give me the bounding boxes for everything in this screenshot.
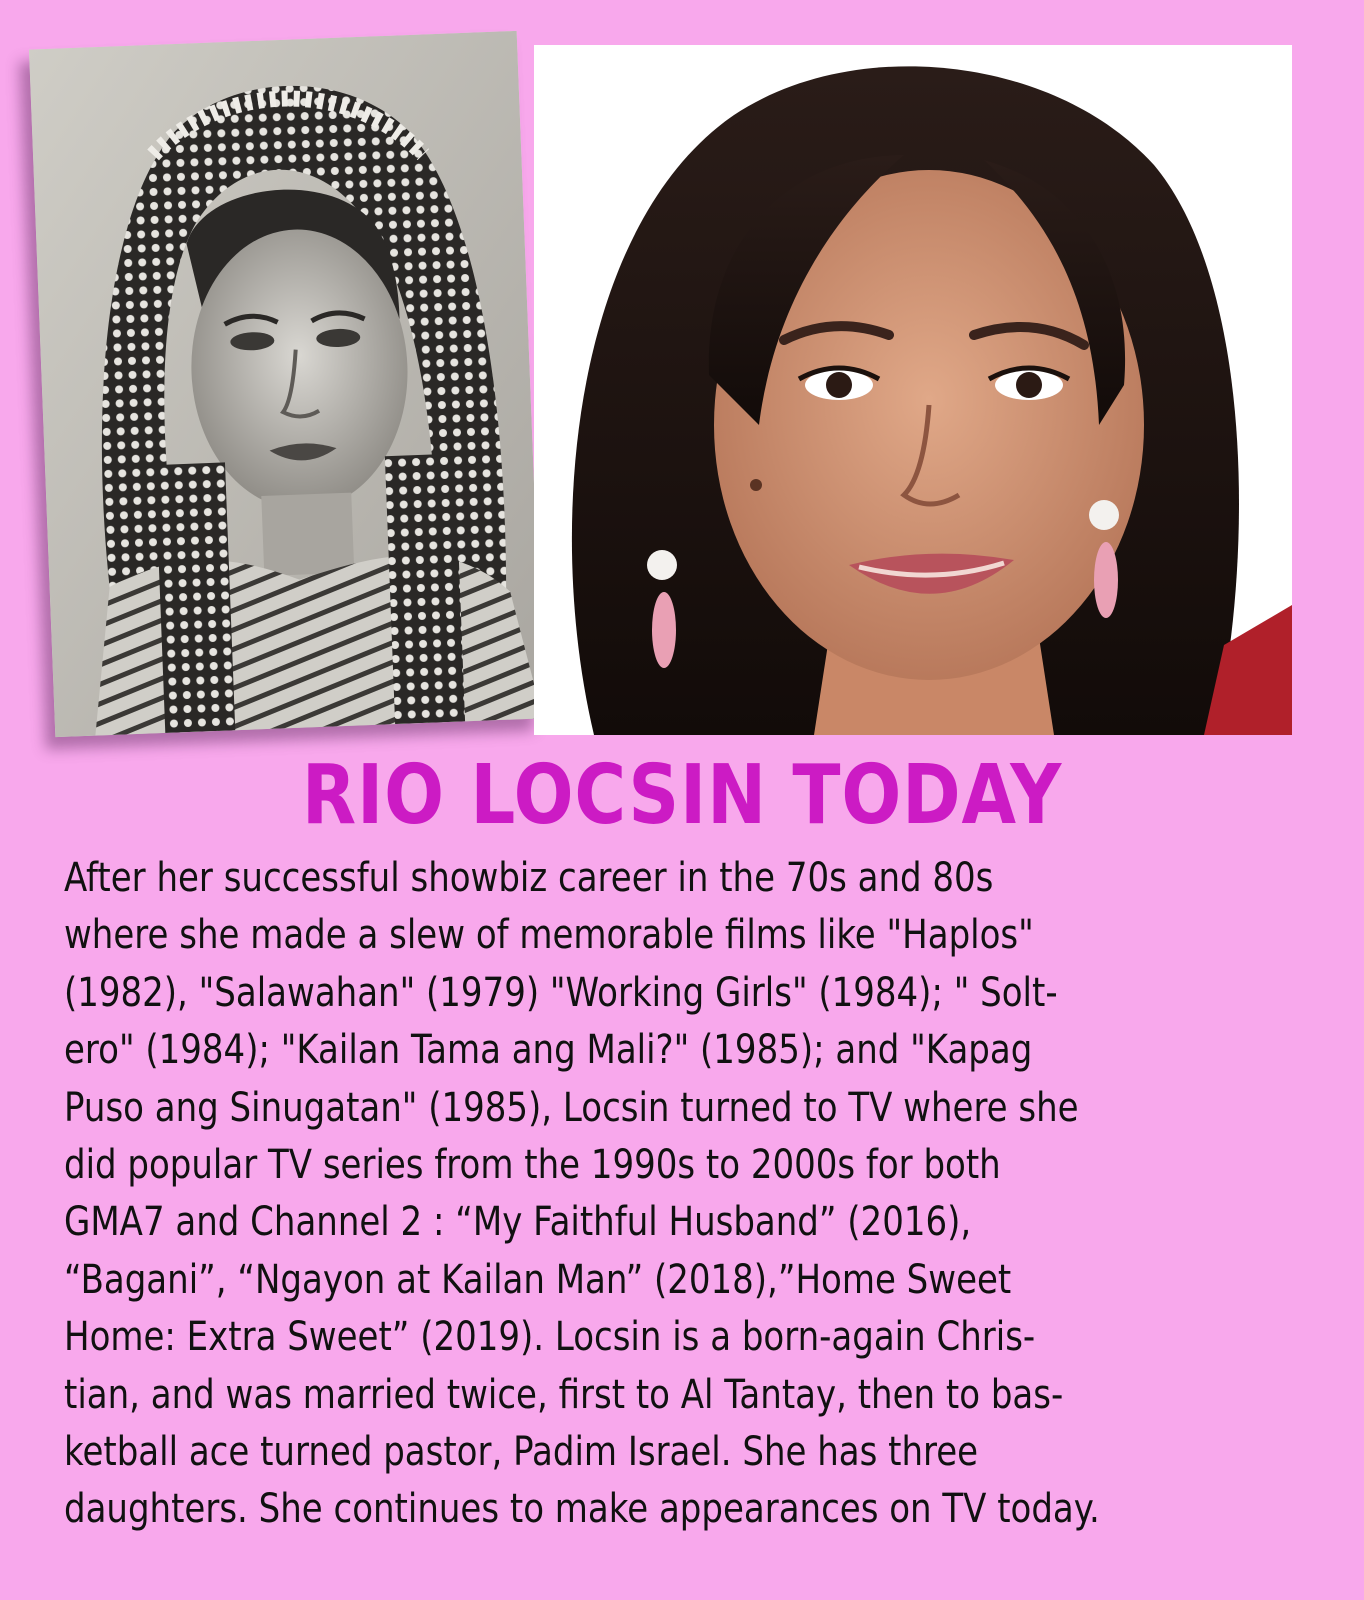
headline-title: RIO LOCSIN TODAY (301, 748, 1063, 843)
body-line: “Bagani”, “Ngayon at Kailan Man” (2018),”Home Sweet (64, 1256, 1012, 1303)
article-body (64, 850, 1169, 1539)
modern-portrait-illustration (534, 45, 1292, 735)
body-line: tian, and was married twice, first to Al Tantay, then to bas- (64, 1371, 1064, 1418)
body-line: Puso ang Sinugatan" (1985), Locsin turned to TV where she (64, 1084, 1079, 1131)
body-line: where she made a slew of memorable films like "Haplos" (64, 912, 1034, 959)
vintage-portrait-illustration (29, 31, 543, 737)
body-line: did popular TV series from the 1990s to 2000s for both (64, 1142, 1001, 1189)
body-line: daughters. She continues to make appearances on TV today. (64, 1486, 1100, 1533)
body-line: (1982), "Salawahan" (1979) "Working Girls" (1984); " Solt- (64, 969, 1058, 1016)
body-line: ero" (1984); "Kailan Tama ang Mali?" (1985); and "Kapag (64, 1027, 1033, 1074)
body-line: Home: Extra Sweet” (2019). Locsin is a born-again Chris- (64, 1314, 1036, 1361)
vintage-portrait-photo (29, 31, 543, 737)
body-line: GMA7 and Channel 2 : “My Faithful Husband” (2016), (64, 1199, 972, 1246)
body-line: ketball ace turned pastor, Padim Israel. She has three (64, 1429, 979, 1476)
body-line: After her successful showbiz career in the 70s and 80s (64, 855, 994, 901)
modern-portrait-photo (534, 45, 1292, 735)
